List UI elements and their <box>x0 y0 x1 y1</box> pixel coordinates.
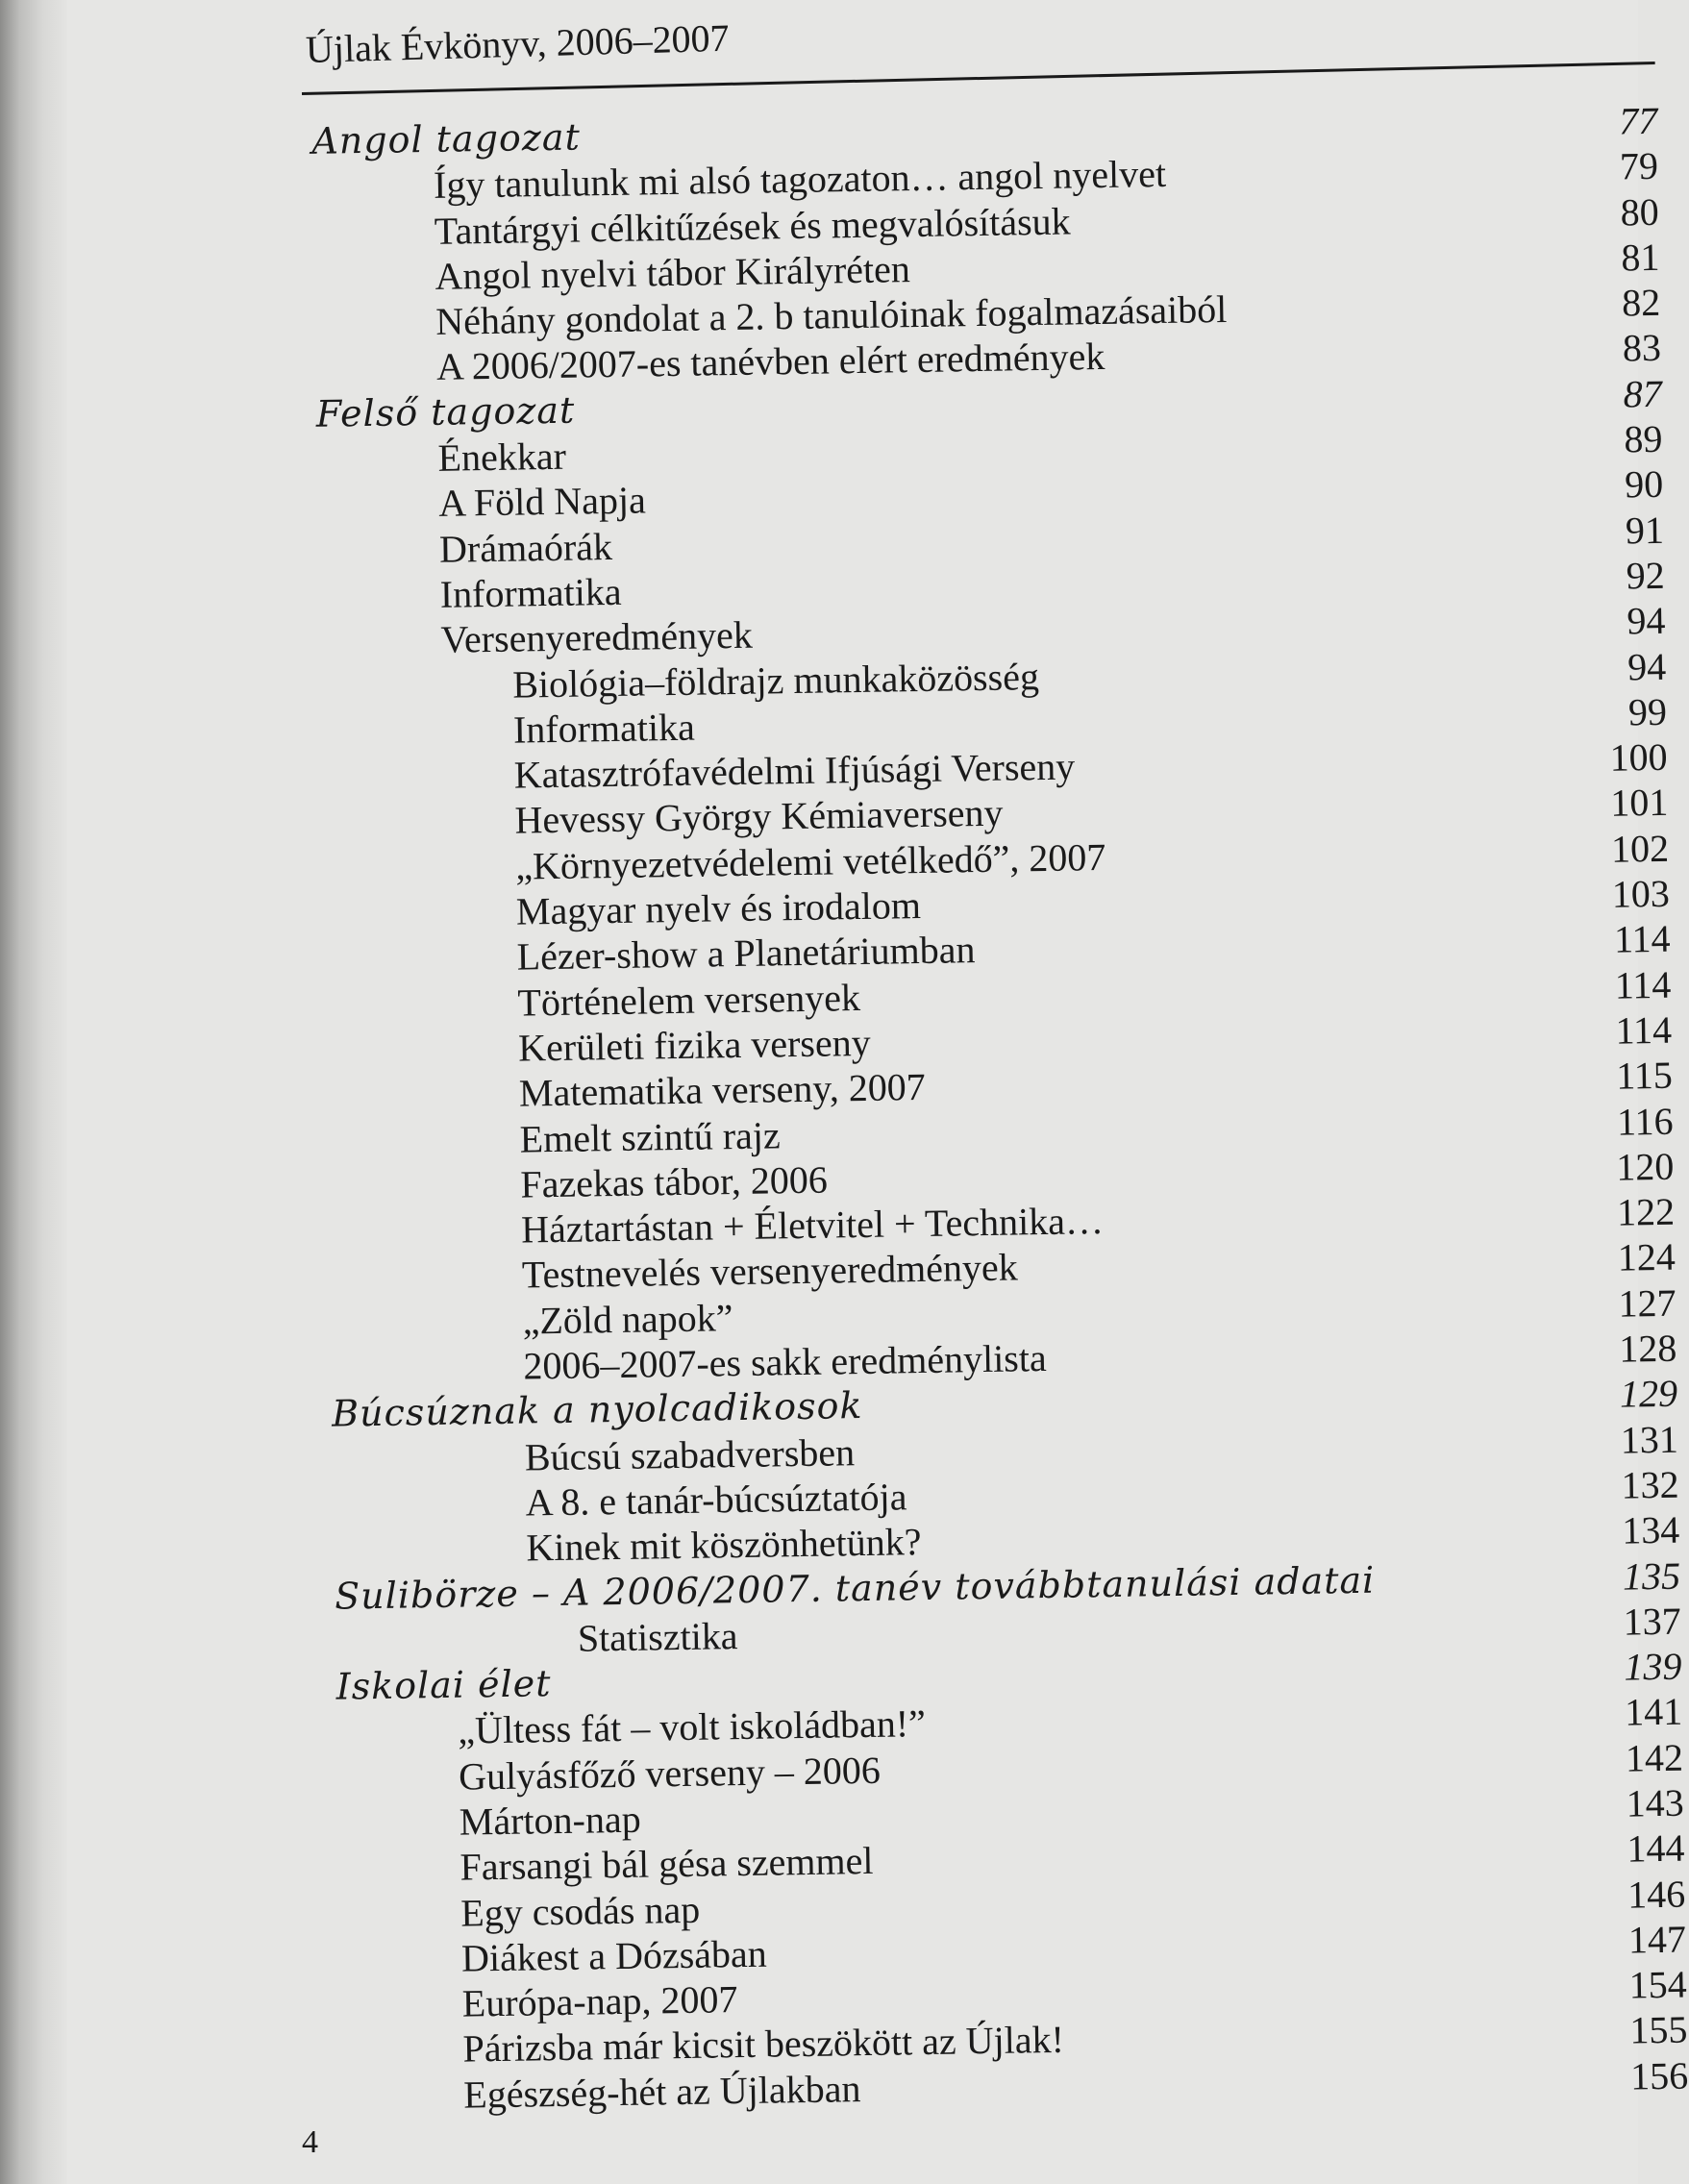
toc-entry-page: 115 <box>1615 1053 1674 1098</box>
toc-entry-page: 91 <box>1625 508 1665 553</box>
toc-entry-title: „Zöld napok” <box>522 1295 733 1343</box>
toc-entry-page: 116 <box>1616 1099 1674 1144</box>
toc-entry-title: Drámaórák <box>438 524 613 571</box>
toc-entry-page: 89 <box>1624 416 1663 461</box>
toc-entry-page: 94 <box>1627 599 1666 643</box>
toc-entry-title: Európa-nap, 2007 <box>461 1977 738 2025</box>
toc-entry-title: A Föld Napja <box>437 478 647 526</box>
toc-entry-page: 128 <box>1618 1326 1677 1371</box>
toc-entry-page: 87 <box>1623 371 1663 416</box>
toc-entry-page: 141 <box>1624 1690 1683 1734</box>
toc-entry-title: Énekkar <box>437 434 567 480</box>
toc-entry-title: Hevessy György Kémiaverseny <box>514 791 1004 843</box>
toc-entry-page: 154 <box>1628 1962 1688 2007</box>
toc-entry-page: 100 <box>1609 734 1668 780</box>
toc-entry-title: Márton-nap <box>459 1797 641 1844</box>
toc-entry-page: 137 <box>1623 1599 1682 1644</box>
toc-entry-title: Magyar nyelv és irodalom <box>515 883 922 933</box>
toc-entry-title: Felső tagozat <box>315 388 576 435</box>
toc-entry-page: 127 <box>1618 1280 1677 1326</box>
toc-entry-page: 142 <box>1625 1735 1684 1780</box>
toc-entry-title: Lézer-show a Planetáriumban <box>516 928 976 979</box>
toc-entry-page: 143 <box>1626 1780 1685 1825</box>
toc-entry-page: 90 <box>1624 462 1664 507</box>
toc-entry-title: Háztartástan + Életvitel + Technika… <box>520 1199 1105 1252</box>
toc-entry-title: „Környezetvédelemi vetélkedő”, 2007 <box>514 834 1106 888</box>
toc-entry-page: 80 <box>1620 189 1660 235</box>
toc-entry-page: 114 <box>1614 962 1672 1007</box>
toc-entry-title: Angol nyelvi tábor Királyréten <box>435 246 911 298</box>
toc-entry-title: 2006–2007-es sakk eredménylista <box>523 1336 1048 1388</box>
page-number: 4 <box>302 2124 318 2160</box>
toc-entry-title: Tantárgyi célkitűzések és megvalósításuk <box>434 199 1071 253</box>
toc-entry-title: Történelem versenyek <box>517 975 861 1025</box>
toc-entry-page: 134 <box>1621 1507 1680 1552</box>
toc-entry-title: Statisztika <box>577 1613 738 1660</box>
toc-entry-title: Így tanulunk mi alsó tagozaton… angol nyelvet <box>433 152 1167 208</box>
toc-entry-title: Kerületi fizika verseny <box>517 1020 872 1070</box>
toc-entry-title: Farsangi bál gésa szemmel <box>460 1839 874 1889</box>
toc-entry-title: Fazekas tábor, 2006 <box>520 1157 829 1206</box>
toc-entry-page: 83 <box>1622 326 1662 370</box>
toc-entry-title: Informatika <box>512 705 696 752</box>
table-of-contents <box>302 98 1689 2120</box>
header-rule <box>302 62 1655 95</box>
toc-entry-title: Gulyásfőző verseny – 2006 <box>458 1748 882 1799</box>
toc-entry-page: 102 <box>1610 826 1670 871</box>
toc-entry-page: 129 <box>1619 1372 1678 1416</box>
toc-entry-title: Kinek mit köszönhetünk? <box>526 1520 922 1570</box>
toc-entry-page: 135 <box>1622 1553 1681 1599</box>
toc-entry-page: 114 <box>1613 917 1671 962</box>
toc-entry-title: „Ültess fát – volt iskoládban!” <box>458 1701 927 1753</box>
toc-entry-page: 139 <box>1624 1644 1682 1689</box>
toc-entry-page: 132 <box>1621 1462 1679 1507</box>
toc-entry-page: 114 <box>1615 1007 1673 1053</box>
toc-entry-title: A 8. e tanár-búcsúztatója <box>525 1475 907 1525</box>
toc-entry-title: Egy csodás nap <box>460 1887 701 1935</box>
toc-entry-page: 144 <box>1627 1825 1685 1871</box>
toc-entry-title: Matematika verseny, 2007 <box>518 1065 927 1115</box>
toc-entry-page: 146 <box>1627 1872 1686 1917</box>
toc-entry-page: 155 <box>1629 2008 1688 2053</box>
book-spine <box>0 0 67 2184</box>
toc-entry-page: 92 <box>1626 553 1665 598</box>
toc-entry-title: Angol tagozat <box>311 115 582 162</box>
toc-entry-title: Informatika <box>439 569 622 616</box>
toc-entry-title: Búcsúznak a nyolcadikosok <box>331 1384 863 1435</box>
toc-entry-page: 81 <box>1621 235 1660 280</box>
toc-entry-page: 122 <box>1616 1189 1676 1234</box>
toc-entry-title: A 2006/2007-es tanévben elért eredmények <box>435 335 1105 389</box>
toc-entry-page: 101 <box>1609 781 1669 826</box>
toc-entry-page: 82 <box>1621 281 1661 325</box>
running-head-title: Újlak Évkönyv, 2006–2007 <box>305 15 731 71</box>
toc-entry-page: 77 <box>1618 98 1658 143</box>
toc-entry-title: Emelt szintű rajz <box>519 1112 782 1161</box>
toc-entry-title: Versenyeredmények <box>440 612 754 662</box>
toc-entry-title: Néhány gondolat a 2. b tanulóinak fogalmazásaiból <box>435 287 1228 344</box>
toc-entry-title: Testnevelés versenyeredmények <box>521 1245 1019 1297</box>
toc-entry-page: 99 <box>1627 689 1668 734</box>
toc-entry-page: 79 <box>1619 144 1659 188</box>
toc-entry-title: Párizsba már kicsit beszökött az Újlak! <box>462 2018 1065 2072</box>
toc-entry-page: 120 <box>1615 1144 1675 1189</box>
toc-entry-page: 94 <box>1627 644 1667 688</box>
toc-entry-page: 131 <box>1620 1417 1679 1462</box>
toc-entry-page: 156 <box>1629 2053 1689 2098</box>
toc-entry-title: Katasztrófavédelmi Ifjúsági Verseny <box>513 744 1076 797</box>
toc-entry-title: Iskolai élet <box>335 1662 552 1708</box>
toc-entry-page: 124 <box>1617 1235 1677 1280</box>
toc-entry-page: 103 <box>1611 871 1671 916</box>
toc-entry-page: 147 <box>1627 1917 1687 1962</box>
toc-entry-title: Sulibörze – A 2006/2007. tanév továbbtanulási adatai <box>334 1558 1376 1618</box>
toc-entry-title: Egészség-hét az Újlakban <box>462 2066 861 2117</box>
toc-entry-title: Biológia–földrajz munkaközösség <box>511 654 1040 707</box>
toc-entry-title: Búcsú szabadversben <box>524 1429 856 1479</box>
book-page <box>67 0 1689 2184</box>
toc-entry-title: Diákest a Dózsában <box>460 1931 768 1980</box>
